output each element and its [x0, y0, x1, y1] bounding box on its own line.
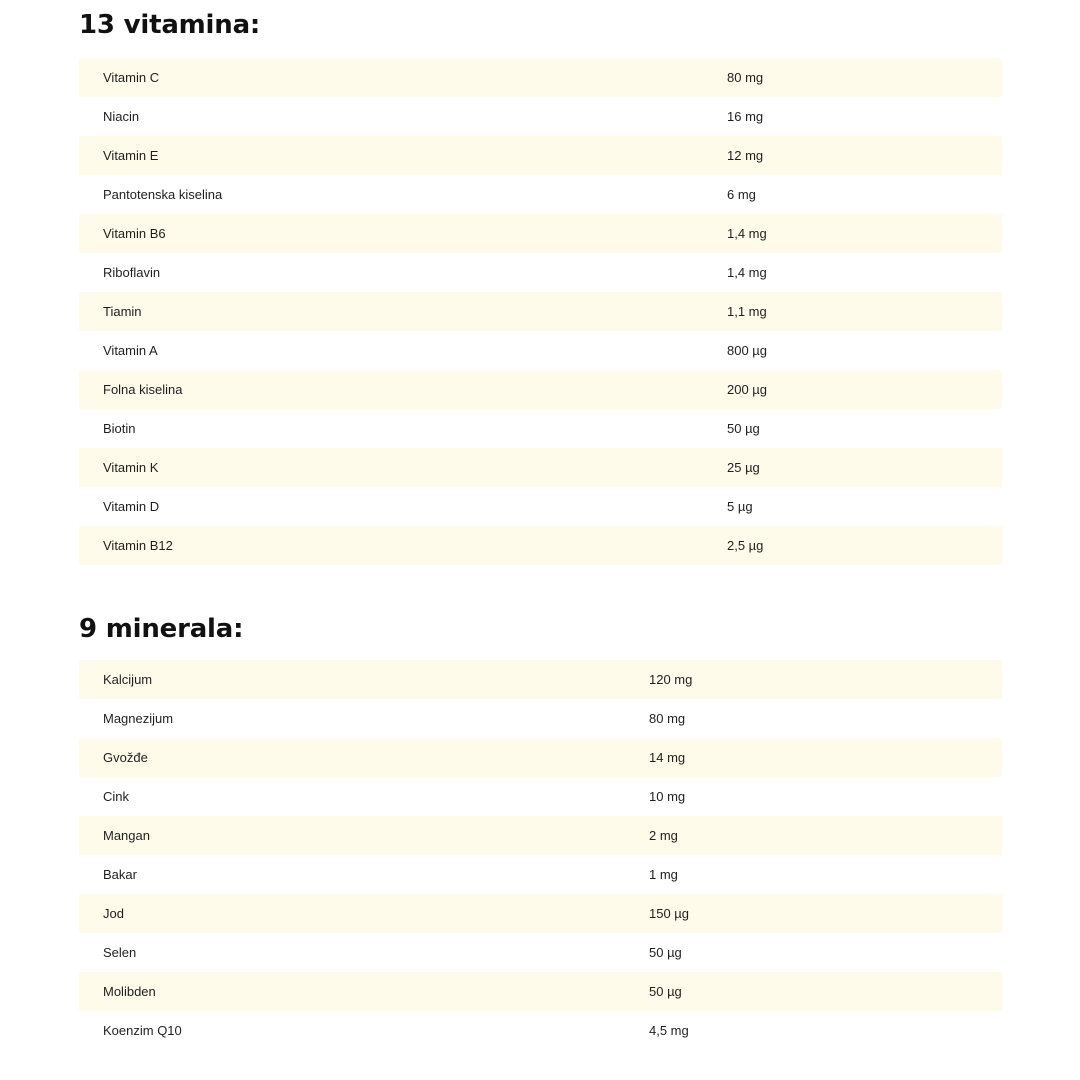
table-row [79, 933, 1002, 972]
table-row [79, 855, 1002, 894]
nutrient-name: Magnezijum [103, 711, 174, 726]
nutrient-amount: 14 mg [649, 750, 686, 765]
table-row [79, 292, 1002, 331]
nutrient-amount: 80 mg [649, 711, 686, 726]
nutrient-name: Vitamin C [103, 70, 160, 85]
table-row [79, 894, 1002, 933]
nutrient-amount: 1 mg [649, 867, 678, 882]
table-row [79, 448, 1002, 487]
table-row [79, 331, 1002, 370]
table-row [79, 58, 1002, 97]
nutrient-amount: 50 µg [727, 421, 760, 436]
nutrient-name: Pantotenska kiselina [103, 187, 223, 202]
nutrient-name: Selen [103, 945, 137, 960]
nutrient-amount: 4,5 mg [649, 1023, 689, 1038]
nutrient-amount: 5 µg [727, 499, 753, 514]
table-row [79, 777, 1002, 816]
nutrient-amount: 2 mg [649, 828, 678, 843]
nutrient-name: Mangan [103, 828, 150, 843]
table-row [79, 253, 1002, 292]
nutrient-name: Jod [103, 906, 124, 921]
table-row [79, 1011, 1002, 1050]
nutrient-name: Folna kiselina [103, 382, 183, 397]
table-row [79, 738, 1002, 777]
minerals-heading: 9 minerala: [79, 614, 244, 644]
table-row [79, 487, 1002, 526]
table-row [79, 214, 1002, 253]
minerals-table [79, 660, 1002, 1050]
nutrient-amount: 1,4 mg [727, 226, 767, 241]
nutrient-amount: 50 µg [649, 984, 682, 999]
nutrient-name: Niacin [103, 109, 140, 124]
nutrient-amount: 200 µg [727, 382, 768, 397]
nutrient-name: Biotin [103, 421, 136, 436]
nutrient-name: Vitamin K [103, 460, 159, 475]
table-row [79, 370, 1002, 409]
nutrient-amount: 6 mg [727, 187, 756, 202]
nutrient-amount: 12 mg [727, 148, 764, 163]
table-row [79, 409, 1002, 448]
nutrient-amount: 10 mg [649, 789, 686, 804]
nutrient-amount: 1,1 mg [727, 304, 767, 319]
nutrient-amount: 800 µg [727, 343, 768, 358]
table-row [79, 972, 1002, 1011]
nutrient-amount: 120 mg [649, 672, 693, 687]
nutrient-name: Gvožđe [103, 750, 148, 765]
nutrient-name: Bakar [103, 867, 137, 882]
nutrient-amount: 1,4 mg [727, 265, 767, 280]
table-row [79, 526, 1002, 565]
table-row [79, 816, 1002, 855]
table-row [79, 660, 1002, 699]
nutrient-amount: 150 µg [649, 906, 690, 921]
vitamins-table [79, 58, 1002, 565]
nutrient-name: Vitamin A [103, 343, 158, 358]
nutrient-name: Cink [103, 789, 130, 804]
nutrient-name: Koenzim Q10 [103, 1023, 182, 1038]
nutrient-name: Vitamin D [103, 499, 160, 514]
nutrient-name: Riboflavin [103, 265, 161, 280]
nutrient-amount: 2,5 µg [727, 538, 764, 553]
nutrient-amount: 80 mg [727, 70, 764, 85]
table-row [79, 175, 1002, 214]
nutrient-amount: 16 mg [727, 109, 764, 124]
nutrient-name: Vitamin E [103, 148, 159, 163]
nutrient-name: Tiamin [103, 304, 142, 319]
nutrient-name: Vitamin B6 [103, 226, 166, 241]
table-row [79, 97, 1002, 136]
nutrient-name: Molibden [103, 984, 156, 999]
nutrient-amount: 25 µg [727, 460, 760, 475]
table-row [79, 699, 1002, 738]
nutrient-amount: 50 µg [649, 945, 682, 960]
nutrient-name: Vitamin B12 [103, 538, 173, 553]
vitamins-heading: 13 vitamina: [79, 10, 261, 40]
nutrient-name: Kalcijum [103, 672, 153, 687]
table-row [79, 136, 1002, 175]
